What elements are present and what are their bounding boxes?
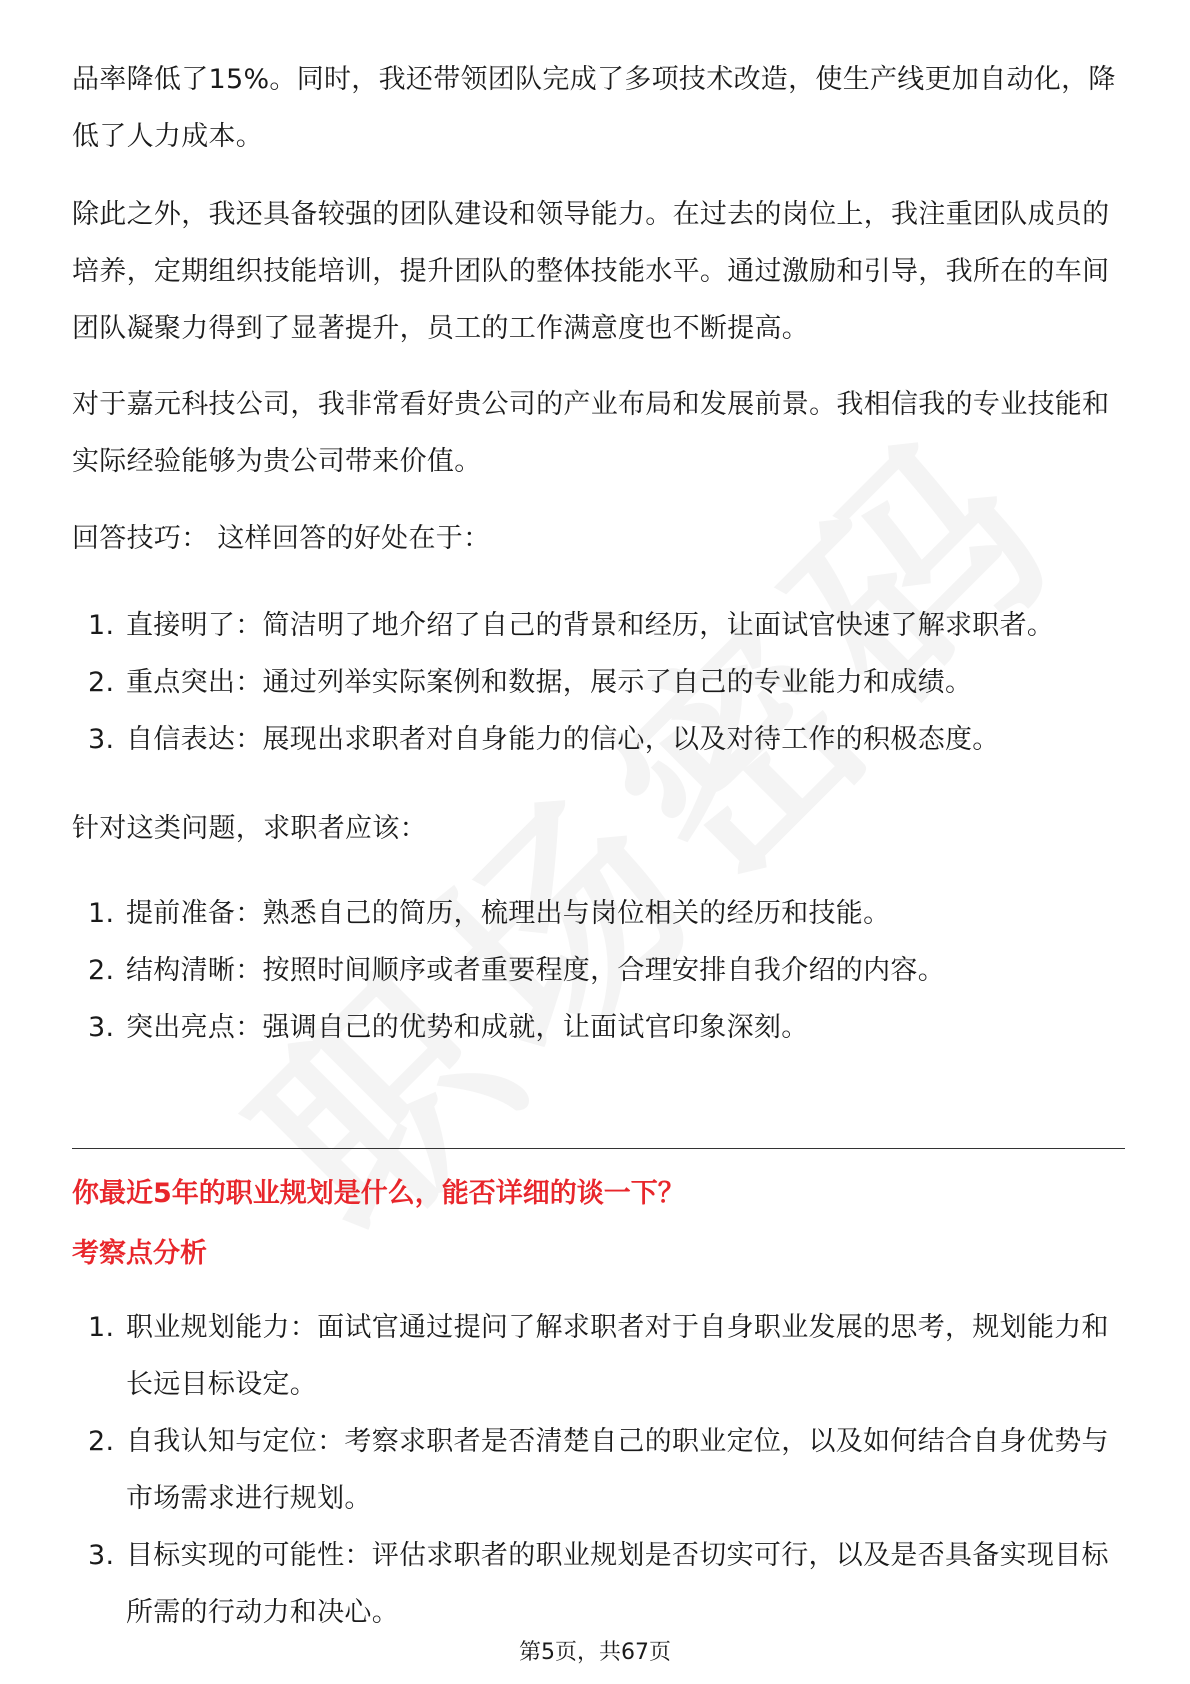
- list-item: [72, 654, 1122, 711]
- list-number: 3.: [88, 1012, 115, 1043]
- list-text: 自我认知与定位：考察求职者是否清楚自己的职业定位，以及如何结合自身优势与市场需求进行规划。: [126, 1426, 1109, 1514]
- list-item: [72, 1413, 1122, 1527]
- paragraph-1: 品率降低了15%。同时，我还带领团队完成了多项技术改造，使生产线更加自动化，降低了人力成本。: [72, 64, 1116, 152]
- list-text: 突出亮点：强调自己的优势和成就，让面试官印象深刻。: [126, 1012, 809, 1043]
- list-item: [72, 711, 1122, 768]
- list-number: 2.: [88, 955, 115, 986]
- list-number: 2.: [88, 667, 115, 698]
- list-number: 1.: [88, 898, 115, 929]
- list-text: 直接明了：简洁明了地介绍了自己的背景和经历，让面试官快速了解求职者。: [126, 610, 1055, 641]
- tips-list: [72, 597, 1122, 768]
- paragraph-3: 对于嘉元科技公司，我非常看好贵公司的产业布局和发展前景。我相信我的专业技能和实际经验能够为贵公司带来价值。: [72, 389, 1110, 477]
- list-item: [72, 942, 1122, 999]
- list-number: 1.: [88, 610, 115, 641]
- tips-heading: 回答技巧： 这样回答的好处在于：: [72, 523, 491, 554]
- list-number: 3.: [88, 1540, 115, 1571]
- advice-heading: 针对这类问题，求职者应该：: [72, 813, 427, 844]
- list-text: 结构清晰：按照时间顺序或者重要程度，合理安排自我介绍的内容。: [126, 955, 945, 986]
- list-item: [72, 1299, 1122, 1413]
- paragraph-2: 除此之外，我还具备较强的团队建设和领导能力。在过去的岗位上，我注重团队成员的培养，定期组织技能培训，提升团队的整体技能水平。通过激励和引导，我所在的车间团队凝聚力得到了显著提升，员工的工作满意度也不断提高。: [72, 199, 1110, 344]
- section-divider: [72, 1148, 1125, 1149]
- list-item: [72, 885, 1122, 942]
- list-text: 重点突出：通过列举实际案例和数据，展示了自己的专业能力和成绩。: [126, 667, 973, 698]
- question-title: 你最近5年的职业规划是什么，能否详细的谈一下？: [72, 1178, 685, 1209]
- list-number: 3.: [88, 724, 115, 755]
- analysis-list: [72, 1299, 1122, 1641]
- list-text: 自信表达：展现出求职者对自身能力的信心，以及对待工作的积极态度。: [126, 724, 1000, 755]
- list-number: 2.: [88, 1426, 115, 1457]
- list-item: [72, 999, 1122, 1056]
- list-number: 1.: [88, 1312, 115, 1343]
- advice-list: [72, 885, 1122, 1056]
- list-item: [72, 1527, 1122, 1641]
- list-text: 提前准备：熟悉自己的简历，梳理出与岗位相关的经历和技能。: [126, 898, 891, 929]
- page-footer: 第5页，共67页: [519, 1640, 671, 1665]
- analysis-title: 考察点分析: [72, 1238, 207, 1269]
- list-item: [72, 597, 1122, 654]
- list-text: 职业规划能力：面试官通过提问了解求职者对于自身职业发展的思考，规划能力和长远目标设定。: [126, 1312, 1109, 1400]
- list-text: 目标实现的可能性：评估求职者的职业规划是否切实可行，以及是否具备实现目标所需的行动力和决心。: [126, 1540, 1109, 1628]
